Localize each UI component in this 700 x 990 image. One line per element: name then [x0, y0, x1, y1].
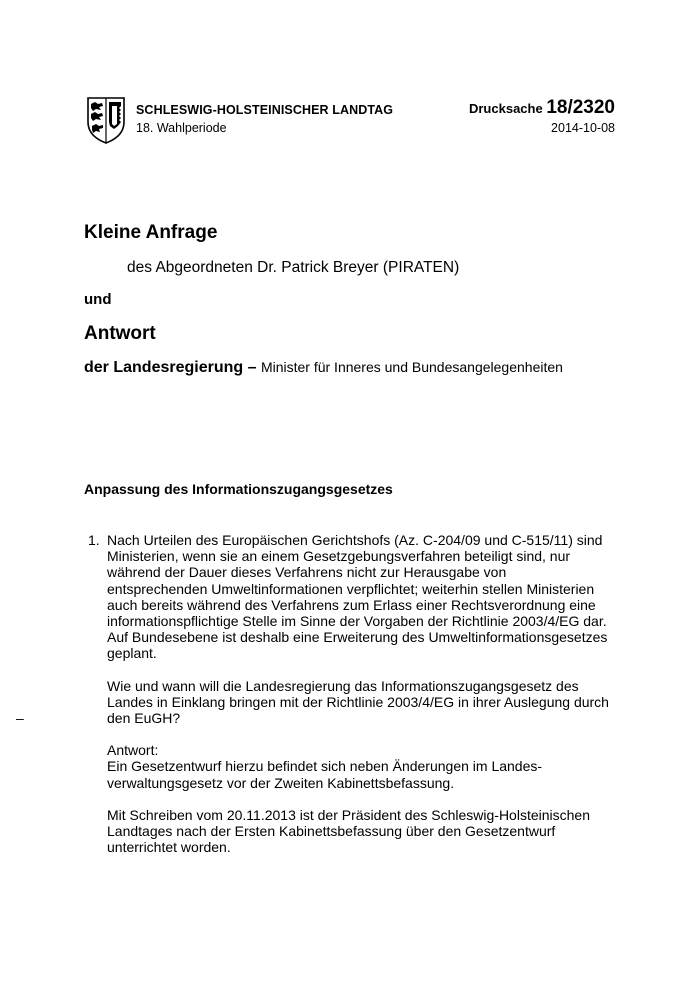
regierung-ministry: Minister für Inneres und Bundesangelegenheiten	[260, 359, 563, 375]
kleine-anfrage-heading: Kleine Anfrage	[84, 222, 218, 243]
text-line: informationspflichtige Stelle im Sinne der Vorgaben der Richtlinie 2003/4/EG dar.	[107, 613, 607, 630]
margin-mark: –	[16, 710, 24, 726]
text-line: Landtages nach der Ersten Kabinettsbefassung über den Gesetzentwurf	[107, 823, 556, 840]
question-number: 1.	[88, 532, 100, 548]
text-line: während der Dauer dieses Verfahrens nicht zur Herausgabe von	[107, 564, 507, 581]
und-label: und	[84, 291, 112, 308]
text-line: unterrichtet worden.	[107, 839, 231, 856]
subject-heading: Anpassung des Informationszugangsgesetzes	[84, 481, 393, 497]
text-line: Ein Gesetzentwurf hierzu befindet sich neben Änderungen im Landes-	[107, 758, 543, 775]
coat-of-arms-icon	[86, 96, 126, 144]
regierung-bold: der Landesregierung –	[84, 359, 261, 376]
document-date: 2014-10-08	[551, 121, 615, 135]
question-intro	[107, 532, 627, 662]
text-line: verwaltungsgesetz vor der Zweiten Kabinettsbefassung.	[107, 774, 455, 791]
text-line: Mit Schreiben vom 20.11.2013 ist der Präsident des Schleswig-Holsteinischen	[107, 806, 590, 823]
regierung-line	[84, 359, 563, 377]
landtag-name: SCHLESWIG-HOLSTEINISCHER LANDTAG	[136, 103, 394, 117]
answer-followup	[107, 807, 627, 856]
text-line: den EuGH?	[107, 710, 181, 727]
text-line: entsprechenden Umweltinformationen verpflichtet; weiterhin stellen Ministerien	[107, 580, 595, 597]
drucksache	[469, 97, 615, 119]
answer-label: Antwort:	[107, 742, 159, 759]
text-line: Wie und wann will die Landesregierung das Informationszugangsgesetz des	[107, 677, 579, 694]
text-line: auch bereits während des Verfahrens zum Erlass einer Rechtsverordnung eine	[107, 596, 596, 613]
text-line: geplant.	[107, 645, 157, 662]
drucksache-label: Drucksache	[468, 101, 547, 116]
text-line: Ministerien, wenn sie an einem Gesetzgebungsverfahren beteiligt sind, nur	[107, 548, 571, 565]
text-line: Nach Urteilen des Europäischen Gerichtshofs (Az. C-204/09 und C-515/11) sind	[107, 532, 603, 548]
question-text	[107, 678, 627, 727]
wahlperiode: 18. Wahlperiode	[136, 121, 227, 135]
question-body	[107, 532, 627, 871]
text-line: Landes in Einklang bringen mit der Richtlinie 2003/4/EG in ihrer Auslegung durch	[107, 693, 609, 710]
antwort-heading: Antwort	[84, 323, 156, 344]
requester: des Abgeordneten Dr. Patrick Breyer (PIRATEN)	[127, 259, 460, 276]
answer	[107, 742, 627, 791]
drucksache-number: 18/2320	[546, 97, 615, 118]
text-line: Auf Bundesebene ist deshalb eine Erweiterung des Umweltinformationsgesetzes	[107, 629, 608, 646]
